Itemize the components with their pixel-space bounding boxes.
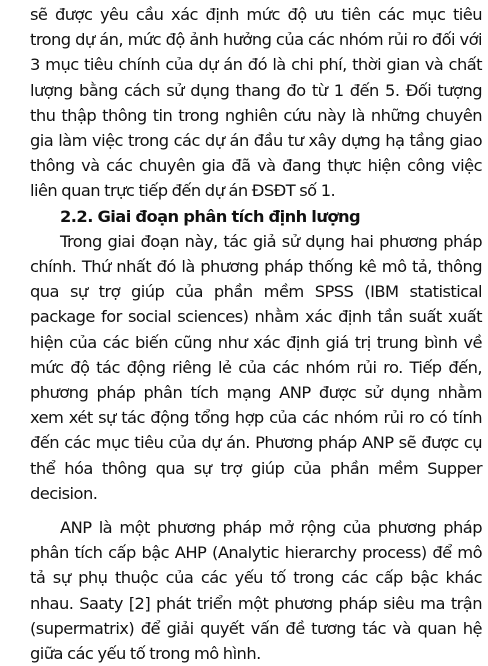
paragraph-respondents: sẽ được yêu cầu xác định mức độ ưu tiên các mục tiêu trong dự án, mức độ ảnh hưởng của các nhóm rủi ro đối với 3 mục tiêu chính của dự án đó là chi phí, thời gian và chất lượng bằng cách sử dụng thang đo từ 1 đến 5. Đối tượng thu thập thông tin trong nghiên cứu này là những chuyên gia làm việc trong các dự án đầu tư xây dựng hạ tầng giao thông và các chuyên gia đã và đang thực hiện công việc liên quan trực tiếp đến dự án ĐSĐT số 1. [30, 5, 482, 201]
paragraph-quantitative-methods: Trong giai đoạn này, tác giả sử dụng hai phương pháp chính. Thứ nhất đó là phương pháp thống kê mô tả, thông qua sự trợ giúp của phần mềm SPSS (IBM statistical package for social sciences) nhằm xác định tần suất xuất hiện của các biến cũng như xác định giá trị trung bình về mức độ tác động riêng lẻ của các nhóm rủi ro. Tiếp đến, phương pháp phân tích mạng ANP được sử dụng nhằm xem xét sự tác động tổng hợp của các nhóm rủi ro có tính đến các mục tiêu của dự án. Phương pháp ANP sẽ được cụ thể hóa thông qua sự trợ giúp của phần mềm Supper decision. [30, 231, 482, 503]
paragraph-anp-description: ANP là một phương pháp mở rộng của phương pháp phân tích cấp bậc AHP (Analytic hierarchy process) để mô tả sự phụ thuộc của các yếu tố trong các cấp bậc khác nhau. Saaty [2] phát triển một phương pháp siêu ma trận (supermatrix) để giải quyết vấn đề tương tác và quan hệ giữa các yếu tố trong mô hình. [30, 518, 482, 664]
paragraph-gap [30, 506, 482, 515]
section-heading-2-2: 2.2. Giai đoạn phân tích định lượng [60, 206, 361, 226]
